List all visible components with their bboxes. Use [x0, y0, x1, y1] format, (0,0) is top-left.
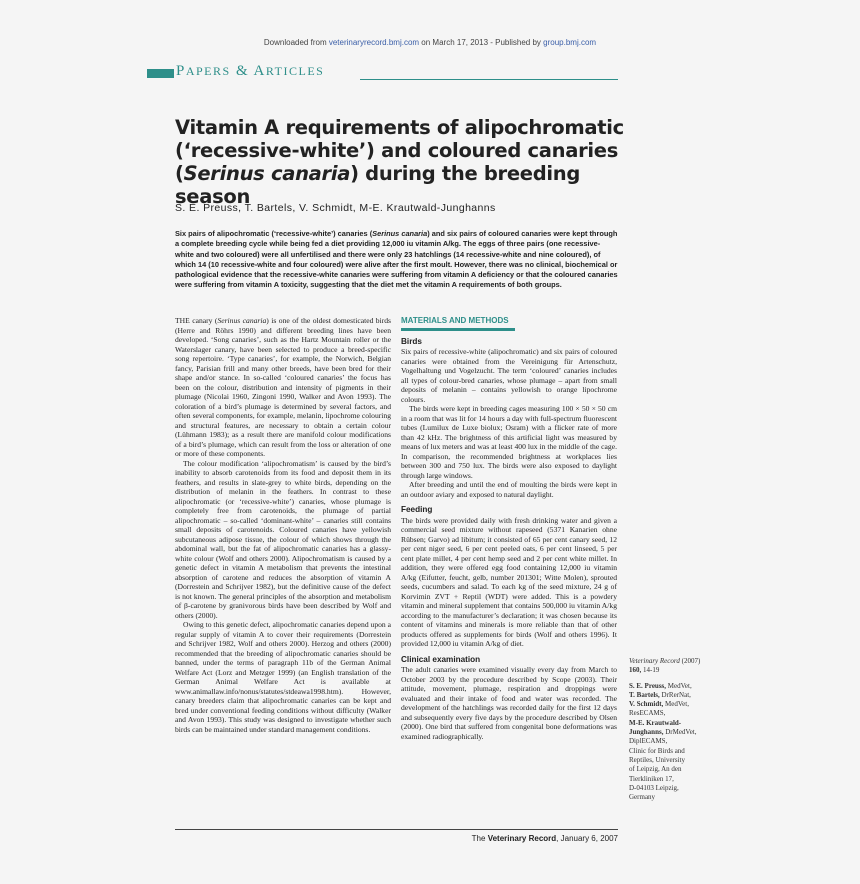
intro-paragraph-1 [175, 316, 391, 459]
citation-pages: 14-19 [641, 666, 660, 675]
title-rest: ) during the breeding season [175, 162, 580, 208]
citation-journal: Veterinary Record [629, 657, 680, 665]
author-list: S. E. Preuss, T. Bartels, V. Schmidt, M-E. Krautwald-Junghanns [175, 202, 496, 214]
affil-address-line-1: Clinic for Birds and [629, 746, 685, 755]
affil-address-line-2: Reptiles, University [629, 755, 685, 764]
intro-p1-start: THE canary ( [175, 316, 218, 325]
affil-author-1-degree: MedVet, [666, 681, 692, 690]
section-rule [360, 79, 618, 80]
citation [629, 657, 713, 666]
birds-paragraph-1: Six pairs of recessive-white (alipochromatic) and six pairs of coloured canaries were obtained from the Vereinigung für Artenschutz, Vogelhaltung und Vogelzucht. The term ‘coloured’ canaries includes all types of colour-bred canaries, whose plumage – apart from small deposits of melanin – contains yellowish to orange lipochrome colours. [401, 347, 617, 404]
title-line-1: Vitamin A requirements of alipochromatic [175, 116, 624, 139]
affil-author-3-degree-2: ResECAMS, [629, 709, 666, 718]
section-amp: & [230, 63, 254, 79]
affil-address-line-5: D-04103 Leipzig, [629, 783, 679, 792]
affil-author-2-name: T. Bartels, [629, 690, 660, 699]
footer-date: , January 6, 2007 [556, 834, 618, 843]
affil-address-line-4: Tierkliniken 17, [629, 774, 674, 783]
affil-author-3 [629, 700, 713, 709]
affil-author-3-degree: MedVet, [663, 700, 689, 709]
abstract [175, 229, 619, 291]
methods-heading-rule [401, 328, 515, 331]
feeding-heading: Feeding [401, 505, 433, 514]
download-prefix: Downloaded from [263, 38, 329, 47]
section-p-rest: APERS [185, 64, 231, 78]
affil-author-1 [629, 682, 713, 691]
abstract-species: Serinus canaria [372, 229, 428, 238]
affil-address-line-3: of Leipzig, An den [629, 765, 682, 774]
birds-heading: Birds [401, 336, 422, 346]
section-heading [176, 63, 324, 80]
footer-the: The [471, 834, 488, 843]
footer-rule [175, 829, 618, 830]
affil-author-2 [629, 691, 713, 700]
birds-paragraph-2: The birds were kept in breeding cages measuring 100 × 50 × 50 cm in a room that was lit for 14 hours a day with full-spectrum fluorescent tubes (Lumilux de Luxe biolux; Osram) with a flicker rate of more than 42 kHz. The brightness of this artificial light was measured by means of lux meters and was at least 400 lux in the middle of the cage. In comparison, the recommended brightness at workplaces lies between 300 and 750 lux. The birds were also exposed to daylight through large windows. [401, 404, 617, 480]
affil-author-4 [629, 719, 713, 738]
affil-author-4-degree-2: DiplECAMS, [629, 737, 668, 746]
abstract-part-b: ) and six pairs of coloured canaries were kept through a complete breeding cycle while being fed a diet providing 12,000 iu vitamin A/kg. The eggs of three pairs (one recessive-white and two coloured) were all unfertilised and there were only 23 hatchlings (14 recessive-white and nine coloured), of which 14 (10 recessive-white and four coloured) were alive after the first moult. However, there was no clinical, biochemical or pathological evidence that the recessive-white canaries were suffering from vitamin A deficiency or that the coloured canaries were suffering from vitamin A toxicity, suggesting that the diet met the vitamin A requirements of both groups. [175, 229, 618, 290]
section-p-cap: P [176, 63, 186, 79]
page-footer [175, 834, 618, 843]
footer-journal: Veterinary Record [487, 834, 557, 843]
title-species: Serinus canaria [183, 162, 351, 185]
publisher-link[interactable]: group.bmj.com [543, 38, 597, 47]
affil-author-4-degree: DrMedVet, [663, 728, 697, 737]
article-title [175, 116, 635, 208]
intro-paragraph-2: The colour modification ‘alipochromatism’ is caused by the bird’s inability to absorb carotenoids from its food and deposit them in its feathers, and results in slate-grey to white birds, depending on the distribution of melanin in the feathers. In contrast to these alipochromatic (or ‘recessive-white’) canaries, whose plumage is completely free from carotenoids, the plumage of partial alipochromatic – so-called ‘dominant-white’ – canaries still contains small deposits of carotenoids. Coloured canaries have yellowish subcutaneous adipose tissue, the colour of which shows through the abdominal wall, but the fat of alipochromatic canaries has a glassy-white colour (Wolf and others 2000). Alipochromatism is caused by a genetic defect in vitamin A metabolism that prevents the intestinal absorption of carotene and reduces the absorption of vitamin A (Dorrestein and Schrijver 1982), but the definitive cause of the defect is not known. The general principles of the absorption and metabolism of β-carotene by granivorous birds have been described by Wolf and others (2000). [175, 458, 391, 620]
download-middle: on March 17, 2013 - Published by [419, 38, 544, 47]
affil-author-4-name: M-E. Krautwald-Junghanns, [629, 718, 682, 737]
title-paren: ( [175, 162, 184, 185]
section-marker-bar [147, 69, 174, 78]
citation-year: (2007) [679, 657, 701, 665]
site-link[interactable]: veterinaryrecord.bmj.com [328, 38, 420, 47]
body-column-left [175, 316, 391, 734]
affil-author-3-name: V. Schmidt, [629, 700, 664, 709]
title-line-2: (‘recessive-white’) and coloured canaries [175, 139, 618, 162]
affil-author-2-degree: DrRerNat, [659, 690, 691, 699]
download-notice [0, 38, 860, 47]
clinical-paragraph: The adult canaries were examined visually every day from March to October 2003 by the procedure described by Scope (2003). Their attitude, movement, plumage, respiration and droppings were evaluated and their intake of food and water was recorded. The development of the hatchlings was recorded daily for the first 12 days and subsequently every five days by the procedure described by Olsen (2000). One bird that suffered from congenital bone deformations was examined radiographically. [401, 665, 617, 741]
body-column-right [401, 316, 617, 741]
intro-p1-species: Serinus canaria [217, 316, 267, 325]
intro-paragraph-3: Owing to this genetic defect, alipochromatic canaries depend upon a regular supply of vitamin A to cover their requirements (Dorrestein and Schrijver 1982, Wolf and others 2000). Herzog and others (2000) recommended that the breeding of alipochromatic canaries should be banned, under the terms of paragraph 11b of the German Animal Welfare Act (Lorz and Metzger 1999) (an English translation of the German Animal Welfare Act is available at www.animallaw.info/nonus/statutes/stdeawa1998.htm). However, canary breeders claim that alipochromatic canaries can be kept and bred under conventional feeding conditions without difficulty (Walker and Avon 1993). This study was designed to investigate whether such birds can be maintained under standard management conditions. [175, 620, 391, 734]
section-a-rest: RTICLES [265, 64, 325, 78]
section-a-cap: A [253, 63, 266, 79]
birds-paragraph-3: After breeding and until the end of moulting the birds were kept in an outdoor aviary and exposed to natural daylight. [401, 480, 617, 499]
citation-volume: 160, [629, 666, 642, 675]
clinical-heading: Clinical examination [401, 654, 481, 664]
affil-author-1-name: S. E. Preuss, [629, 681, 667, 690]
methods-heading: MATERIALS AND METHODS [401, 316, 509, 325]
citation-volume-line [629, 666, 713, 675]
feeding-paragraph: The birds were provided daily with fresh drinking water and given a commercial seed mixture without rapeseed (5371 Kanarien ohne Rübsen; Garvo) ad libitum; it consisted of 65 per cent canary seed, 12 per cent niger seed, 6 per cent peeled oats, 6 per cent linseed, 5 per cent plate millet, 4 per cent hemp seed and 2 per cent white millet. In addition, they were offered egg food containing 12,000 iu vitamin A/kg (Eifutter, feucht, gelb, number 201301; Witte Molen), sprouted seeds, cucumbers and salad. To each kg of the seed mixture, 24 g of Korvimin ZVT + Reptil (WDT) were added. This is a powdery vitamin and mineral supplement that contains 500,000 iu vitamin A/kg according to the manufacturer’s declaration; it was chosen because its content of vitamins and minerals is more reliable than that of other products offered as supplements for birds (Wolf and others 1996). It provided 12,000 iu vitamin A/kg of diet. [401, 515, 617, 648]
intro-p1-rest: ) is one of the oldest domesticated birds (Herre and Röhrs 1990) and different breeding lines have been developed. ‘Song canaries’, such as the Hartz Mountain roller or the Waterslager canary, have been selected to produce a breed-specific song repertoire. ‘Type canaries’, for example, the Norwich, Belgian fancy, Parisian frill and many other breeds, have been bred for their shape and/or stance. In so-called ‘coloured canaries’ the focus has been on the colour, distribution and intensity of pigments in their plumage (Nicolai 1960, Zingoni 1990, Walker and Avon 1993). The coloration of a bird’s plumage is determined by several factors, and often several components, for example, melanin, lipochrome colouring and structural features, are necessary to obtain a certain colour (Lühmann 1983); as a result there are manifold colour modifications of a bird’s plumage, which can result from the loss or alteration of one or more of these components. [175, 316, 391, 458]
abstract-part-a: Six pairs of alipochromatic (‘recessive-white’) canaries ( [175, 229, 373, 238]
affil-address-line-6: Germany [629, 793, 656, 802]
margin-note [629, 657, 713, 802]
